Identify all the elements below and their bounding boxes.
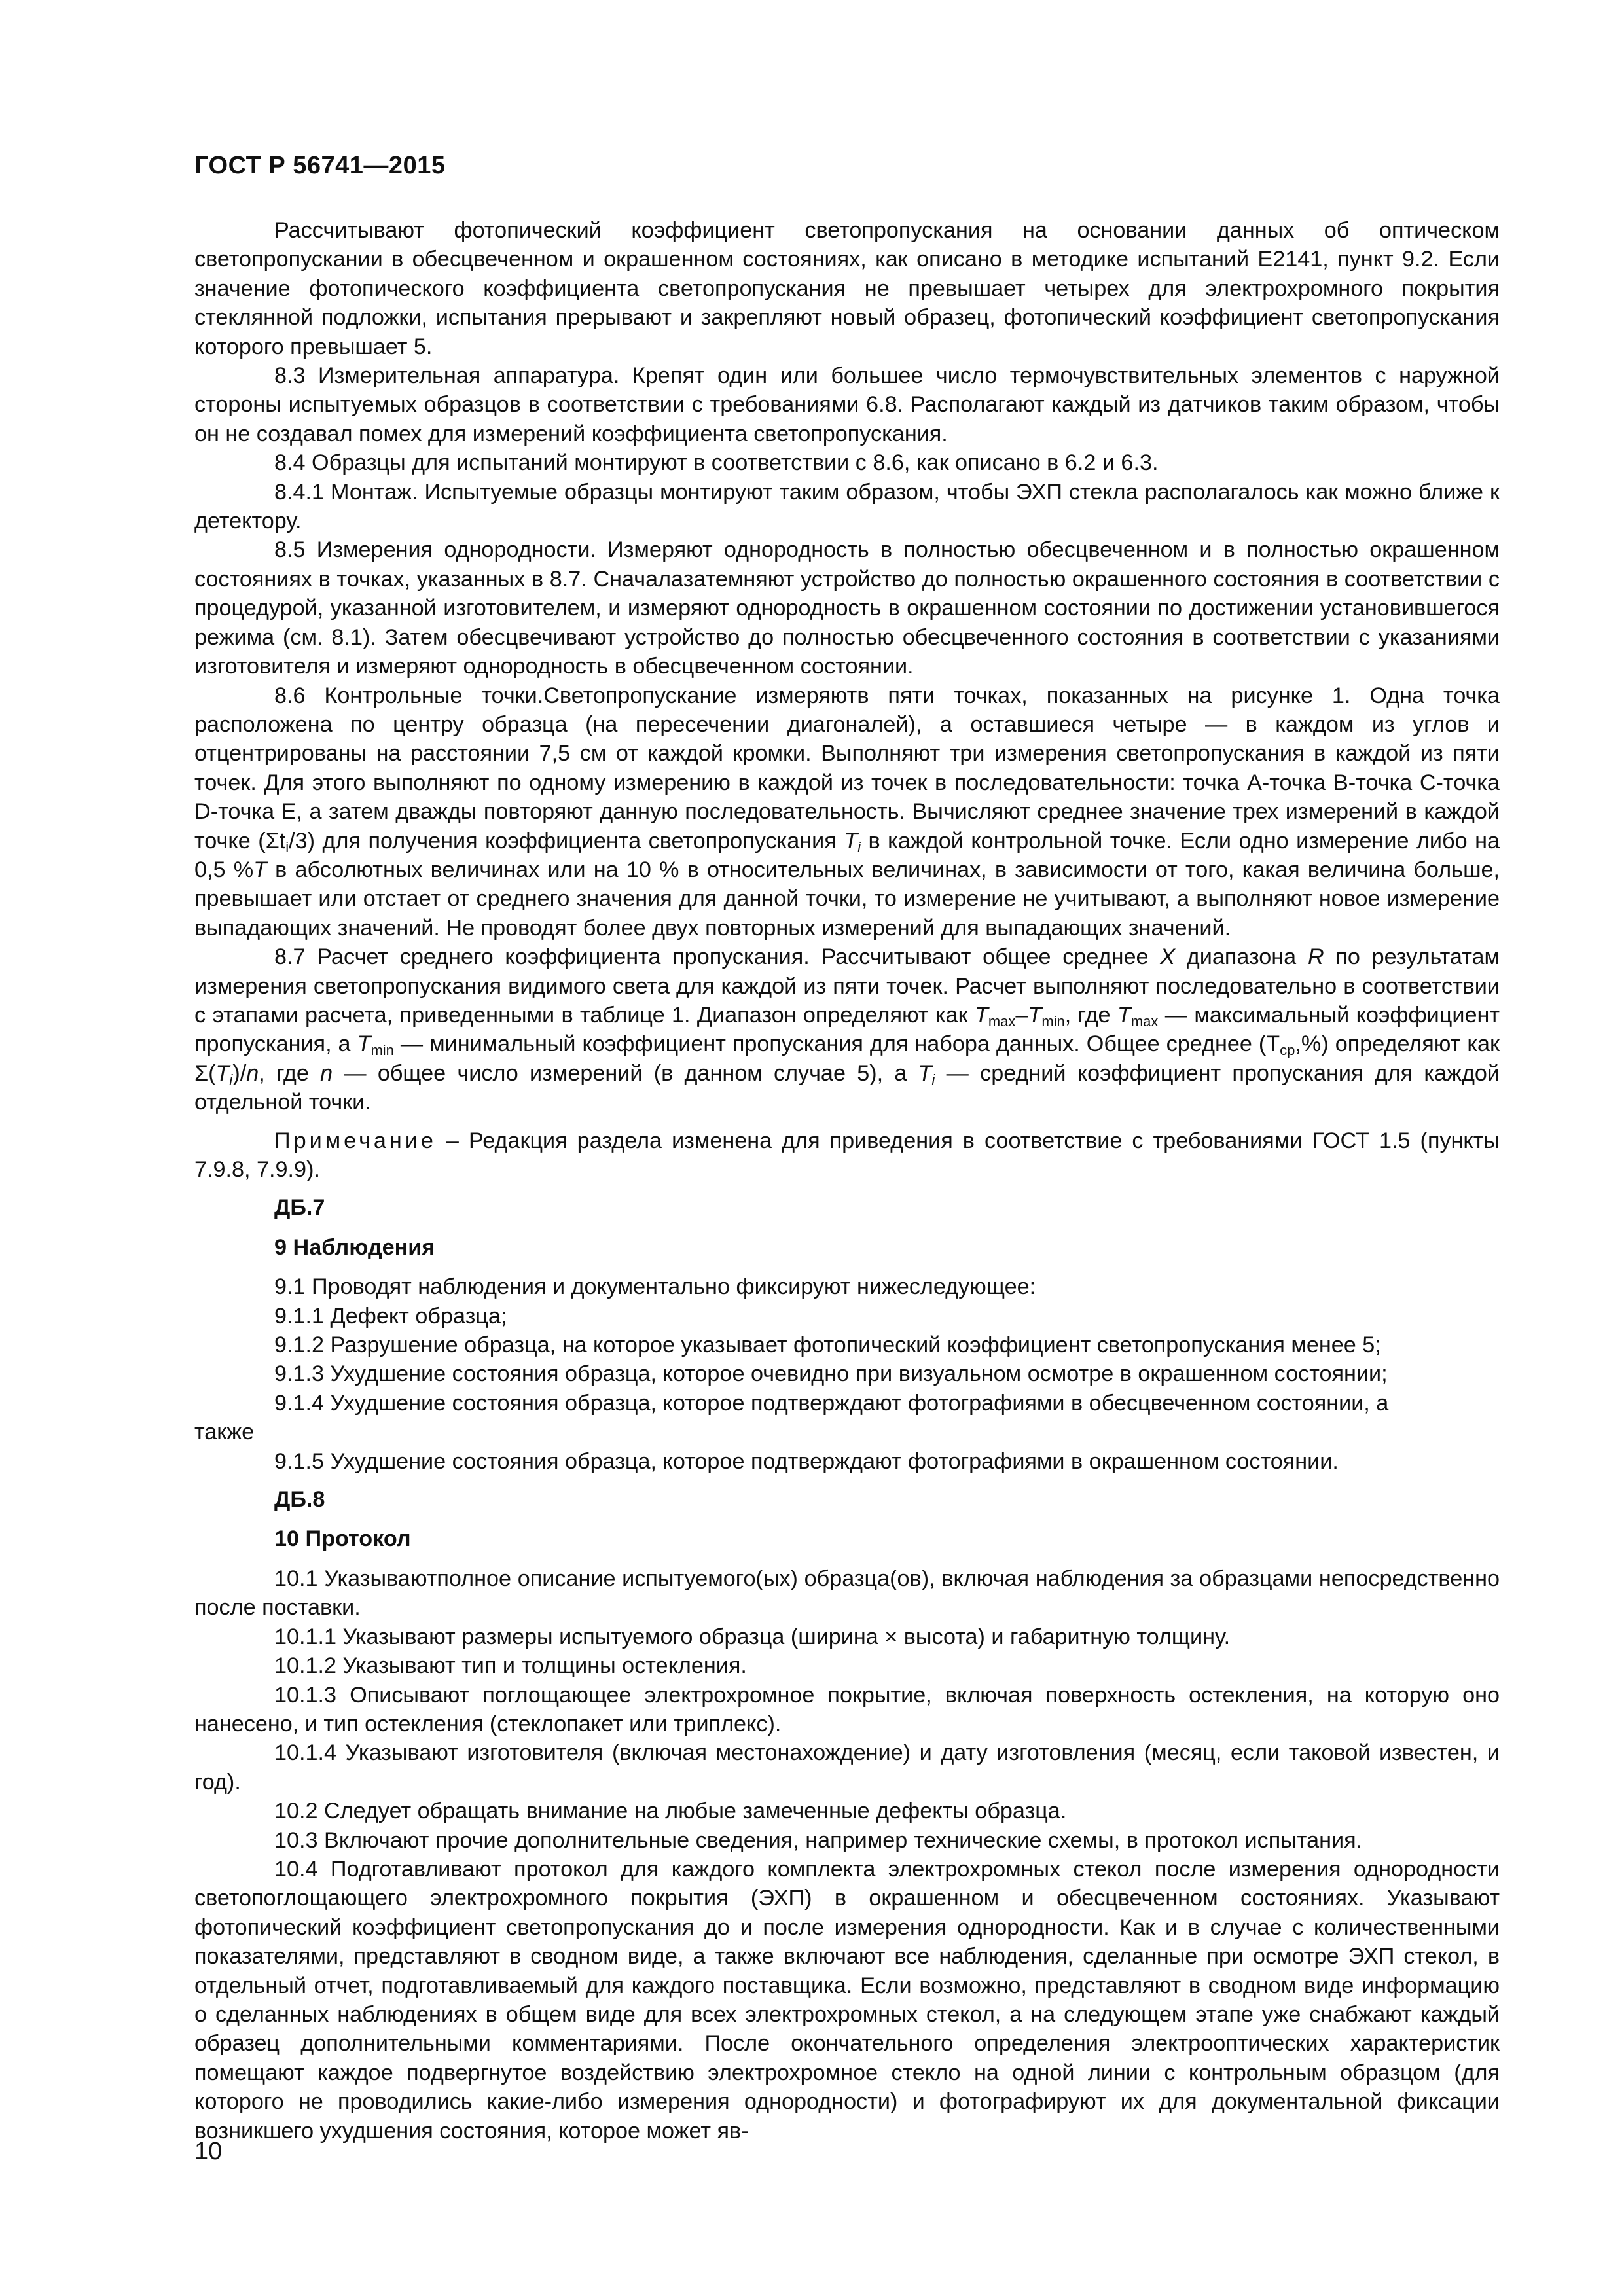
note-label: Примечание	[274, 1128, 437, 1153]
note-paragraph	[194, 1126, 1500, 1185]
paragraph-9-1-4-cont: также	[194, 1420, 255, 1445]
paragraph-8-7: 8.7 Расчет среднего коэффициента пропускания. Рассчитывают общее среднее X диапазона R по результатам измерения светопропускания видимого света для каждой из пяти точек. Расчет выполняют последовательно в соответствии с этапами расчета, приведенными в таблице 1. Диапазон определяют как $T_{max}-T_{min}$, где $T_{max}$ — максимальный коэффициент пропускания, а $T_{min}$ — минимальный коэффициент пропускания для набора данных. Общее среднее $(T_{ср},\%)$ определяют как $\Sigma(T_i)/n$, где n — общее число измерений (в данном случае 5), а $T_i$ — средний коэффициент пропускания для каждой отдельной точки.	[194, 944, 1500, 1115]
paragraph-8-6: 8.6 Контрольные точки.Светопропускание измеряютв пяти точках, показанных на рисунке 1. Одна точка расположена по центру образца (на пересечении диагоналей), а оставшиеся четыре — в каждом из углов и отцентрированы на расстоянии 7,5 см от каждой кромки. Выполняют три измерения светопропускания в каждой из пяти точек. Для этого выполняют по одному измерению в каждой из точек в последовательности: точка А-точка В-точка С-точка D-точка Е, а затем дважды повторяют данную последовательность. Вычисляют среднее значение трех измерений в каждой точке $(\Sigma t_i/3)$ для получения коэффициента светопропускания $T_i$ в каждой контрольной точке. Если одно измерение либо на 0,5 %T в абсолютных величинах или на 10 % в относительных величинах, в зависимости от того, какая величина больше, превышает или отстает от среднего значения для данной точки, то измерение не учитывают, а выполняют новое измерение выпадающих значений. Не проводят более двух повторных измерений для выпадающих значений.	[194, 683, 1500, 941]
paragraph-10-1-3: 10.1.3 Описывают поглощающее электрохромное покрытие, включая поверхность остекления, на которую оно нанесено, и тип остекления (стеклопакет или триплекс).	[194, 1682, 1500, 1736]
paragraph-9-1-3: 9.1.3 Ухудшение состояния образца, которое очевидно при визуальном осмотре в окрашенном состоянии;	[274, 1361, 1388, 1387]
section-title-9: 9 Наблюдения	[274, 1234, 435, 1260]
document-header: ГОСТ Р 56741—2015	[194, 152, 446, 179]
paragraph-10-3: 10.3 Включают прочие дополнительные сведения, например технические схемы, в протокол испытания.	[274, 1827, 1363, 1853]
section-marker-db7: ДБ.7	[274, 1195, 325, 1221]
page-number: 10	[194, 2138, 223, 2165]
paragraph-10-1-4: 10.1.4 Указывают изготовителя (включая местонахождение) и дату изготовления (месяц, если таковой известен, и год).	[194, 1740, 1500, 1795]
paragraph-8-3: 8.3 Измерительная аппаратура. Крепят один или большее число термочувствительных элементов с наружной стороны испытуемых образцов в соответствии с требованиями 6.8. Располагают каждый из датчиков таким образом, чтобы он не создавал помех для измерений коэффициента светопропускания.	[194, 363, 1500, 446]
paragraph-10-4: 10.4 Подготавливают протокол для каждого комплекта электрохромных стекол после измерения однородности светопоглощающего электрохромного покрытия (ЭХП) в окрашенном и обесцвеченном состояниях. Указывают фотопический коэффициент светопропускания до и после измерения однородности. Как и в случае с количественными показателями, представляют в сводном виде, а также включают все наблюдения, сделанные при осмотре ЭХП стекол, в отдельный отчет, подготавливаемый для каждого поставщика. Если возможно, представляют в сводном виде информацию о сделанных наблюдениях в общем виде для всех электрохромных стекол, а на следующем этапе уже снабжают каждый образец дополнительными комментариями. После окончательного определения электрооптических характеристик помещают каждое подвергнутое воздействию электрохромное стекло на одной линии с контрольным образцом (для которого не проводились какие-либо измерения однородности) и фотографируют их для документальной фиксации возникшего ухудшения состояния, которое может яв-	[194, 1856, 1500, 2144]
page-body	[194, 216, 1500, 2145]
section-title-10: 10 Протокол	[274, 1526, 411, 1552]
paragraph-9-1-2: 9.1.2 Разрушение образца, на которое указывает фотопический коэффициент светопропускания менее 5;	[274, 1333, 1381, 1358]
note-text: – Редакция раздела изменена для приведения в соответствие с требованиями ГОСТ 1.5 (пункты 7.9.8, 7.9.9).	[194, 1128, 1500, 1182]
paragraph-9-1-5: 9.1.5 Ухудшение состояния образца, которое подтверждают фотографиями в окрашенном состоянии.	[274, 1448, 1339, 1474]
paragraph-8-4-1: 8.4.1 Монтаж. Испытуемые образцы монтируют таким образом, чтобы ЭХП стекла располагалось как можно ближе к детектору.	[194, 479, 1500, 534]
paragraph-10-2: 10.2 Следует обращать внимание на любые замеченные дефекты образца.	[274, 1799, 1067, 1824]
section-marker-db8: ДБ.8	[274, 1487, 325, 1513]
paragraph-9-1-1: 9.1.1 Дефект образца;	[274, 1303, 507, 1329]
paragraph-9-1-4: 9.1.4 Ухудшение состояния образца, которое подтверждают фотографиями в обесцвеченном состоянии, а	[274, 1390, 1389, 1416]
paragraph-10-1-1: 10.1.1 Указывают размеры испытуемого образца (ширина × высота) и габаритную толщину.	[274, 1624, 1231, 1649]
paragraph-10-1-2: 10.1.2 Указывают тип и толщины остекления.	[274, 1653, 747, 1679]
paragraph-8-5: 8.5 Измерения однородности. Измеряют однородность в полностью обесцвеченном и в полностью окрашенном состояниях в точках, указанных в 8.7. Сначалазатемняют устройство до полностью окрашенного состояния в соответствии с процедурой, указанной изготовителем, и измеряют однородность в окрашенном состоянии по достижении установившегося режима (см. 8.1). Затем обесцвечивают устройство до полностью обесцвеченного состояния в соответствии с указаниями изготовителя и измеряют однородность в обесцвеченном состоянии.	[194, 537, 1500, 679]
paragraph-9-1: 9.1 Проводят наблюдения и документально фиксируют нижеследующее:	[274, 1274, 1036, 1300]
paragraph-intro: Рассчитывают фотопический коэффициент светопропускания на основании данных об оптическом светопропускании в обесцвеченном и окрашенном состояниях, как описано в методике испытаний E2141, пункт 9.2. Если значение фотопического коэффициента светопропускания не превышает четырех для электрохромного покрытия стеклянной подложки, испытания прерывают и закрепляют новый образец, фотопический коэффициент светопропускания которого превышает 5.	[194, 218, 1500, 359]
paragraph-8-4: 8.4 Образцы для испытаний монтируют в соответствии с 8.6, как описано в 6.2 и 6.3.	[274, 450, 1159, 476]
paragraph-10-1: 10.1 Указываютполное описание испытуемого(ых) образца(ов), включая наблюдения за образцами непосредственно после поставки.	[194, 1566, 1500, 1621]
